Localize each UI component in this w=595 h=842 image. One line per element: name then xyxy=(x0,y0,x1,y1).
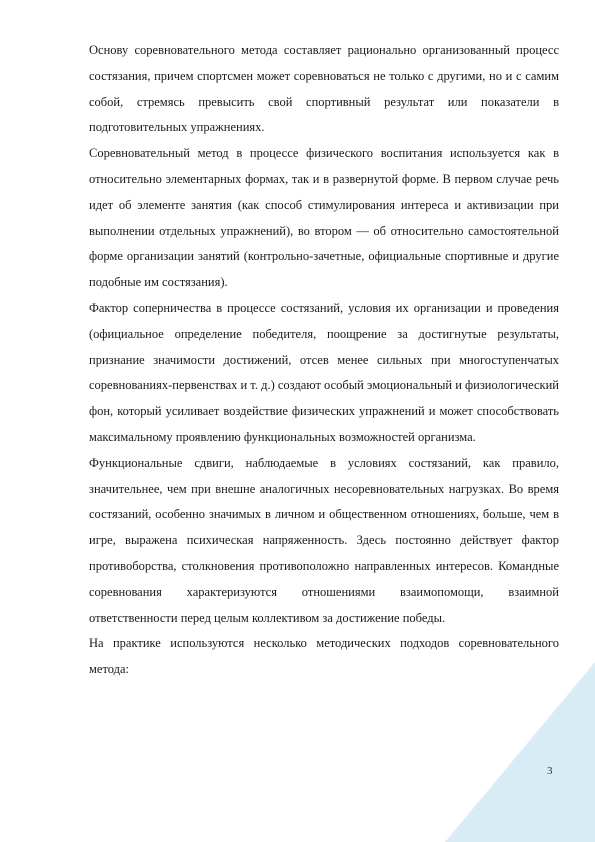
body-text xyxy=(89,38,559,683)
paragraph-3 xyxy=(89,296,559,451)
page-number: 3 xyxy=(547,765,553,777)
corner-decoration xyxy=(445,662,595,842)
paragraph-3-text: Фактор соперничества в процессе состязаний, условия их организации и проведения (официальное определение победителя, поощрение за достигнутые результаты, признание значимости достижений, отсев менее сильных при многоступенчатых соревнованиях-первенствах и т. д.) создают особый эмоциональный и физиологический фон, который усиливает воздействие физических упражнений и может способствовать максимальному проявлению функциональных возможностей организма. xyxy=(89,300,559,444)
paragraph-4 xyxy=(89,451,559,632)
paragraph-2 xyxy=(89,141,559,296)
paragraph-4-text: Функциональные сдвиги, наблюдаемые в условиях состязаний, как правило, значительнее, чем при внешне аналогичных несоревновательных нагрузках. Во время состязаний, особенно значимых в личном и общественном отношениях, больше, чем в игре, выражена психическая напряженность. Здесь постоянно действует фактор противоборства, столкновения противоположно направленных интересов. Командные соревнования характеризуются отношениями взаимопомощи, взаимной ответственности перед целым коллективом за достижение победы. xyxy=(89,455,559,625)
paragraph-5 xyxy=(89,631,559,683)
paragraph-1 xyxy=(89,38,559,141)
paragraph-2-text: Соревновательный метод в процессе физического воспитания используется как в относительно элементарных формах, так и в развернутой форме. В первом случае речь идет об элементе занятия (как способ стимулирования интереса и активизации при выполнении отдельных упражнений), во втором — об относительно самостоятельной форме организации занятий (контрольно-зачетные, официальные спортивные и другие подобные им состязания). xyxy=(89,146,559,290)
paragraph-1-text: Основу соревновательного метода составляет рационально организованный процесс состязания, причем спортсмен может соревноваться не только с другими, но и с самим собой, стремясь превысить свой спортивный результат или показатели в подготовительных упражнениях. xyxy=(89,43,559,135)
corner-triangle xyxy=(445,662,595,842)
paragraph-5-text: На практике используются несколько методических подходов соревновательного метода: xyxy=(89,636,559,677)
